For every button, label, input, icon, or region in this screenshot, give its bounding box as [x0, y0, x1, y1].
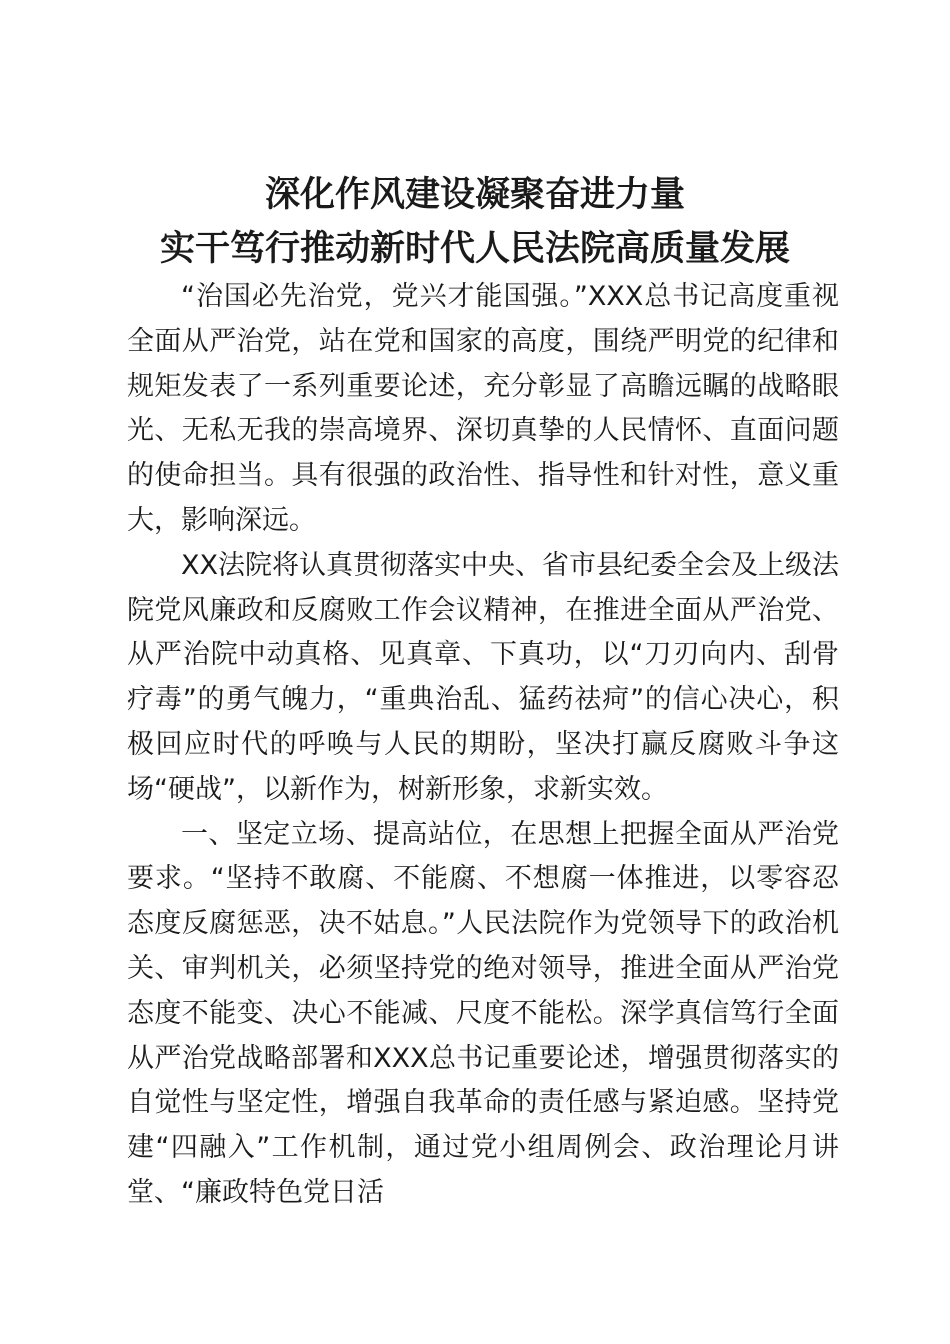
document-body	[127, 275, 839, 1216]
paragraph-court-plan: XX法院将认真贯彻落实中央、省市县纪委全会及上级法院党风廉政和反腐败工作会议精神，在推进全面从严治党、从严治院中动真格、见真章、下真功，以“刀刃向内、刮骨疗毒”的勇气魄力，“重典治乱、猛药祛疴”的信心决心，积极回应时代的呼唤与人民的期盼，坚决打赢反腐败斗争这场“硬战”，以新作为，树新形象，求新实效。	[127, 549, 839, 805]
document-title-line-2: 实干笃行推动新时代人民法院高质量发展	[159, 229, 790, 269]
paragraph-intro: “治国必先治党，党兴才能国强。”XXX总书记高度重视全面从严治党，站在党和国家的高度，围绕严明党的纪律和规矩发表了一系列重要论述，充分彰显了高瞻远瞩的战略眼光、无私无我的崇高境界、深切真挚的人民情怀、直面问题的使命担当。具有很强的政治性、指导性和针对性，意义重大，影响深远。	[127, 281, 839, 536]
document-title-line-1: 深化作风建设凝聚奋进力量	[264, 175, 685, 215]
paragraph-section-one: 一、坚定立场、提高站位，在思想上把握全面从严治党要求。“坚持不敢腐、不能腐、不想腐一体推进，以零容忍态度反腐惩恶，决不姑息。”人民法院作为党领导下的政治机关、审判机关，必须坚持党的绝对领导，推进全面从严治党态度不能变、决心不能减、尺度不能松。深学真信笃行全面从严治党战略部署和XXX总书记重要论述，增强贯彻落实的自觉性与坚定性，增强自我革命的责任感与紧迫感。坚持党建“四融入”工作机制，通过党小组周例会、政治理论月讲堂、“廉政特色党日活	[127, 818, 839, 1208]
